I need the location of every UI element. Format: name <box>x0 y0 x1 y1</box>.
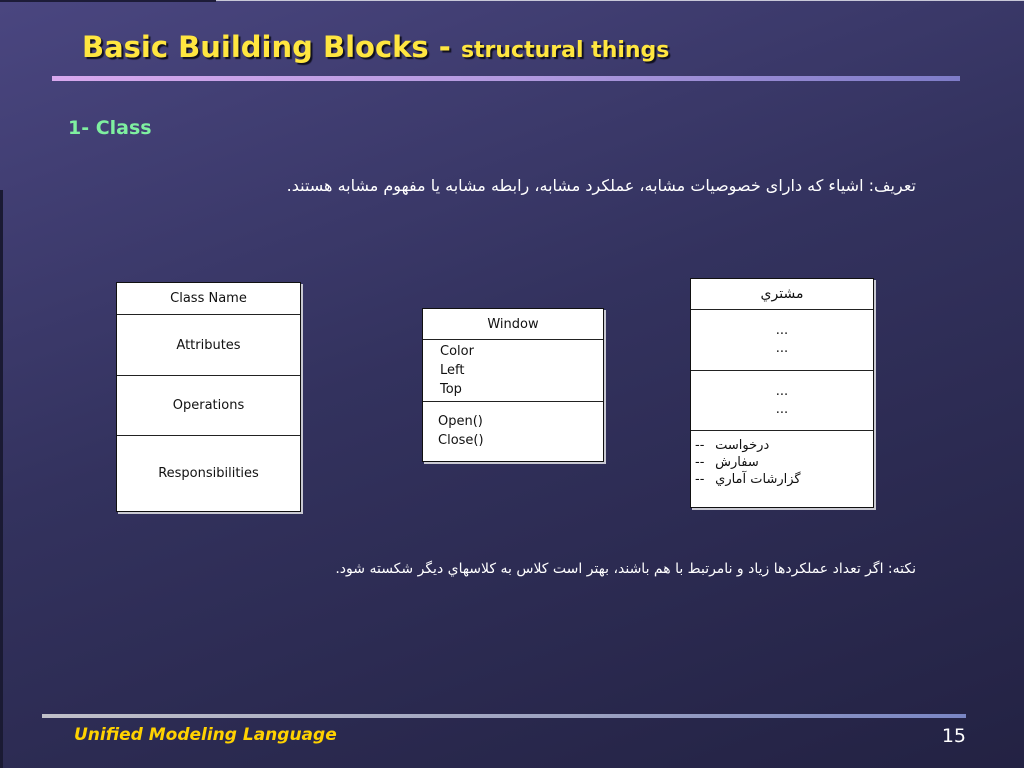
uml-window-name: Window <box>487 316 539 332</box>
slide-title-sub: structural things <box>460 38 670 63</box>
uml-customer-attribute: ... <box>775 341 789 356</box>
uml-operations-label: Operations <box>172 398 245 413</box>
uml-window-attributes <box>423 340 603 402</box>
uml-customer-attribute: ... <box>775 323 789 338</box>
footer-divider <box>42 714 966 718</box>
uml-customer-class <box>690 278 874 508</box>
uml-responsibilities-compartment <box>117 436 300 511</box>
uml-customer-responsibility <box>695 471 801 488</box>
uml-customer-operations <box>691 371 873 431</box>
top-edge-line <box>216 0 1024 1</box>
uml-window-operations <box>423 402 603 460</box>
responsibility-dash: -- <box>695 455 705 470</box>
uml-window-attribute: Left <box>440 363 465 378</box>
page-number: 15 <box>941 725 966 747</box>
uml-class-name-compartment <box>117 283 300 315</box>
uml-customer-attributes <box>691 310 873 371</box>
uml-attributes-label: Attributes <box>176 337 241 353</box>
responsibility-text: گزارشات آماري <box>715 472 801 487</box>
uml-customer-name: مشتري <box>760 286 804 302</box>
footer-title: Unified Modeling Language <box>74 725 337 745</box>
section-heading: 1- Class <box>68 117 152 139</box>
uml-window-attribute: Top <box>440 382 462 397</box>
title-divider <box>52 76 960 81</box>
uml-customer-name-compartment <box>691 279 873 310</box>
uml-responsibilities-label: Responsibilities <box>158 466 259 481</box>
responsibility-text: درخواست <box>715 438 770 453</box>
responsibility-dash: -- <box>695 472 705 487</box>
uml-window-class <box>422 308 604 462</box>
slide-title <box>82 30 669 64</box>
uml-operations-compartment <box>117 376 300 436</box>
uml-customer-responsibility <box>695 454 759 471</box>
responsibility-dash: -- <box>695 438 705 453</box>
uml-window-name-compartment <box>423 309 603 340</box>
definition-text: تعریف: اشیاء که دارای خصوصیات مشابه، عملکرد مشابه، رابطه مشابه یا مفهوم مشابه هستند. <box>286 176 916 195</box>
uml-customer-responsibilities <box>691 431 873 513</box>
uml-attributes-compartment <box>117 315 300 376</box>
top-edge-strip <box>0 0 216 2</box>
note-text: نکته: اگر تعداد عملکردها زیاد و نامرتبط با هم باشند، بهتر است کلاس به کلاسهاي ديگر شکسته شود. <box>335 561 916 577</box>
uml-class-template <box>116 282 301 512</box>
uml-class-name-label: Class Name <box>170 291 247 306</box>
left-edge-strip <box>0 190 3 768</box>
responsibility-text: سفارش <box>715 455 759 470</box>
uml-window-attribute: Color <box>440 344 474 359</box>
uml-window-operation: Open() <box>438 414 483 429</box>
uml-customer-operation: ... <box>775 401 789 417</box>
uml-customer-operation: ... <box>775 383 789 399</box>
slide-title-main: Basic Building Blocks - <box>82 30 461 64</box>
uml-window-operation: Close() <box>438 433 484 448</box>
uml-customer-responsibility <box>695 437 769 454</box>
